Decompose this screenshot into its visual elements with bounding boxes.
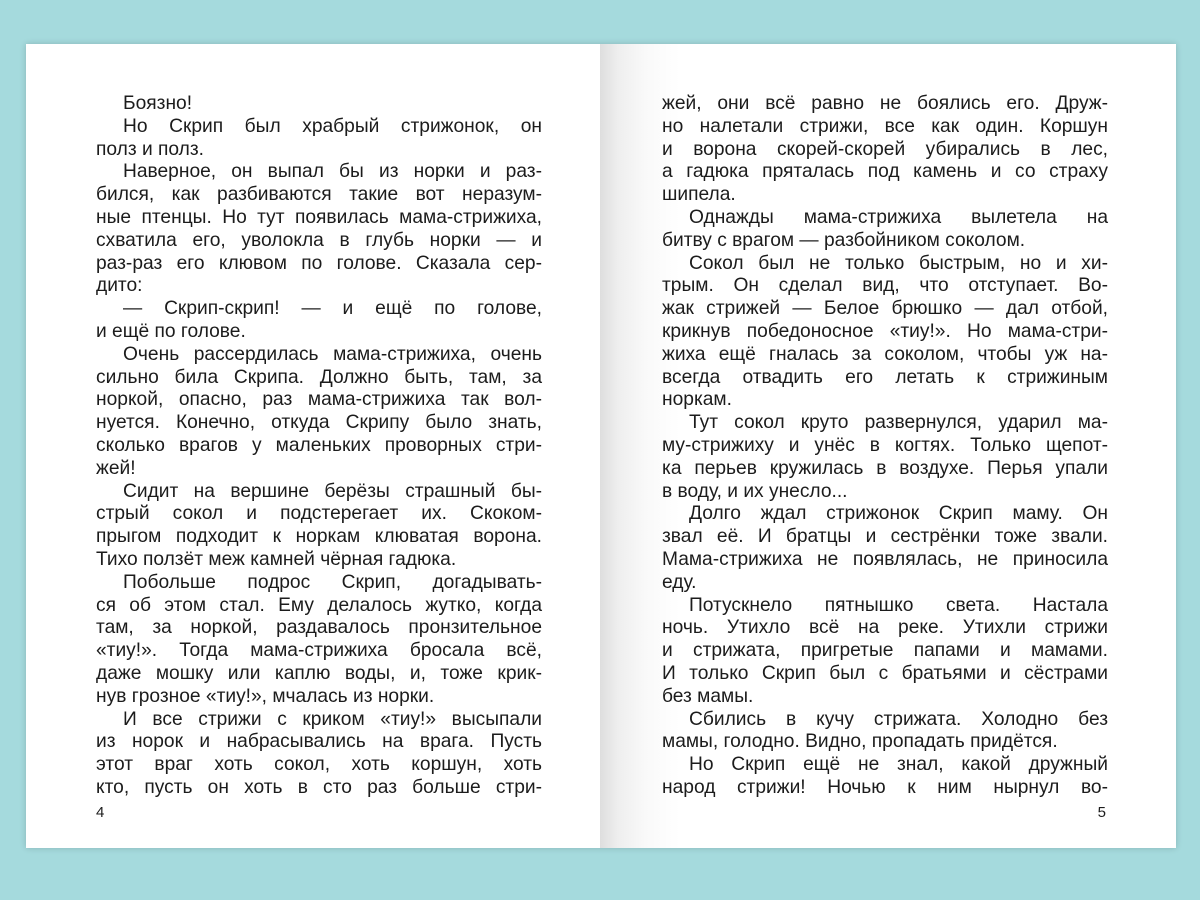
- text-line: сильно била Скрипа. Должно быть, там, за: [96, 366, 542, 388]
- text-line: в воду, и их унесло...: [662, 480, 848, 502]
- text-line: схватила его, уволокла в глубь норки — и: [96, 229, 542, 251]
- text-line: нув грозное «тиу!», мчалась из норки.: [96, 685, 435, 707]
- text-line: И все стрижи с криком «тиу!» высыпали: [123, 708, 542, 730]
- text-line: из норок и набрасывались на врага. Пусть: [96, 731, 542, 753]
- left-page-number: 4: [96, 804, 105, 821]
- text-line: Мама-стрижиха не появлялась, не приносила: [662, 548, 1108, 570]
- text-line: му-стрижиху и унёс в когтях. Только щепот-: [662, 434, 1108, 456]
- text-line: Тут сокол круто развернулся, ударил ма-: [689, 412, 1108, 434]
- text-line: этот враг хоть сокол, хоть коршун, хоть: [96, 754, 542, 776]
- text-line: жак стрижей — Белое брюшко — дал отбой,: [662, 298, 1108, 320]
- text-line: жиха ещё гналась за соколом, чтобы уж на-: [662, 343, 1108, 365]
- text-line: ка перьев кружилась в воздухе. Перья упали: [662, 457, 1108, 479]
- text-line: Сокол был не только быстрым, но и хи-: [689, 252, 1108, 274]
- text-line: Долго ждал стрижонок Скрип маму. Он: [689, 503, 1108, 525]
- left-page: [26, 44, 600, 848]
- text-line: нуется. Конечно, откуда Скрипу было знать,: [96, 412, 542, 434]
- text-line: всегда отвадить его летать к стрижиным: [662, 366, 1108, 388]
- text-line: Однажды мама-стрижиха вылетела на: [689, 206, 1108, 228]
- left-page-text: [96, 93, 542, 800]
- text-line: кто, пусть он хоть в сто раз больше стри-: [96, 776, 542, 798]
- text-line: и стрижата, пригретые папами и мамами.: [662, 640, 1108, 662]
- text-line: битву с врагом — разбойником соколом.: [662, 229, 1026, 251]
- text-line: жей, они всё равно не боялись его. Друж-: [662, 93, 1108, 114]
- text-line: Наверное, он выпал бы из норки и раз-: [123, 161, 542, 183]
- text-line: норкой, опасно, раз мама-стрижиха так вол-: [96, 389, 542, 411]
- text-line: даже мошку или каплю воды, и, тоже крик-: [96, 662, 542, 684]
- text-line: раз-раз его клювом по голове. Сказала сер-: [96, 252, 542, 274]
- text-line: крикнув победоносное «тиу!». Но мама-стри-: [662, 320, 1108, 342]
- text-line: звал её. И братцы и сестрёнки тоже звали.: [662, 526, 1108, 548]
- text-line: прыгом подходит к норкам клюватая ворона.: [96, 526, 542, 548]
- text-line: Но Скрип был храбрый стрижонок, он: [123, 115, 542, 137]
- text-line: Потускнело пятнышко света. Настала: [689, 594, 1108, 616]
- book-spread: [26, 44, 1176, 848]
- right-page-number: 5: [1097, 804, 1106, 821]
- right-page-text: [662, 93, 1108, 800]
- text-line: дито:: [96, 275, 143, 297]
- text-line: ночь. Утихло всё на реке. Утихли стрижи: [662, 617, 1108, 639]
- text-line: и ещё по голове.: [96, 320, 246, 342]
- text-line: — Скрип-скрип! — и ещё по голове,: [123, 298, 542, 320]
- text-line: Побольше подрос Скрип, догадывать-: [123, 571, 542, 593]
- text-line: полз и полз.: [96, 138, 204, 160]
- text-line: народ стрижи! Ночью к ним нырнул во-: [662, 776, 1108, 798]
- text-line: И только Скрип был с братьями и сёстрами: [662, 662, 1108, 684]
- text-line: сколько врагов у маленьких проворных стри-: [96, 434, 542, 456]
- text-line: бился, как разбиваются такие вот неразум-: [96, 184, 542, 206]
- text-line: Сбились в кучу стрижата. Холодно без: [689, 708, 1108, 730]
- text-line: ные птенцы. Но тут появилась мама-стрижиха,: [96, 206, 542, 228]
- text-line: мамы, голодно. Видно, пропадать придётся.: [662, 731, 1058, 753]
- text-line: шипела.: [662, 184, 736, 206]
- text-line: Сидит на вершине берёзы страшный бы-: [123, 480, 542, 502]
- text-line: Но Скрип ещё не знал, какой дружный: [689, 754, 1108, 776]
- text-line: и ворона скорей-скорей убирались в лес,: [662, 138, 1108, 160]
- text-line: «тиу!». Тогда мама-стрижиха бросала всё,: [96, 640, 542, 662]
- text-line: там, за норкой, раздавалось пронзительное: [96, 617, 542, 639]
- text-line: а гадюка пряталась под камень и со страху: [662, 161, 1108, 183]
- text-line: но налетали стрижи, все как один. Коршун: [662, 115, 1108, 137]
- text-line: Очень рассердилась мама-стрижиха, очень: [123, 343, 542, 365]
- right-page: [600, 44, 1176, 848]
- text-line: норкам.: [662, 389, 732, 411]
- text-line: ся об этом стал. Ему делалось жутко, когда: [96, 594, 542, 616]
- text-line: еду.: [662, 571, 697, 593]
- text-line: трым. Он сделал вид, что отступает. Во-: [662, 275, 1108, 297]
- text-line: жей!: [96, 457, 136, 479]
- text-line: Тихо ползёт меж камней чёрная гадюка.: [96, 548, 457, 570]
- text-line: стрый сокол и подстерегает их. Скоком-: [96, 503, 542, 525]
- text-line: без мамы.: [662, 685, 754, 707]
- text-line: Боязно!: [123, 93, 193, 114]
